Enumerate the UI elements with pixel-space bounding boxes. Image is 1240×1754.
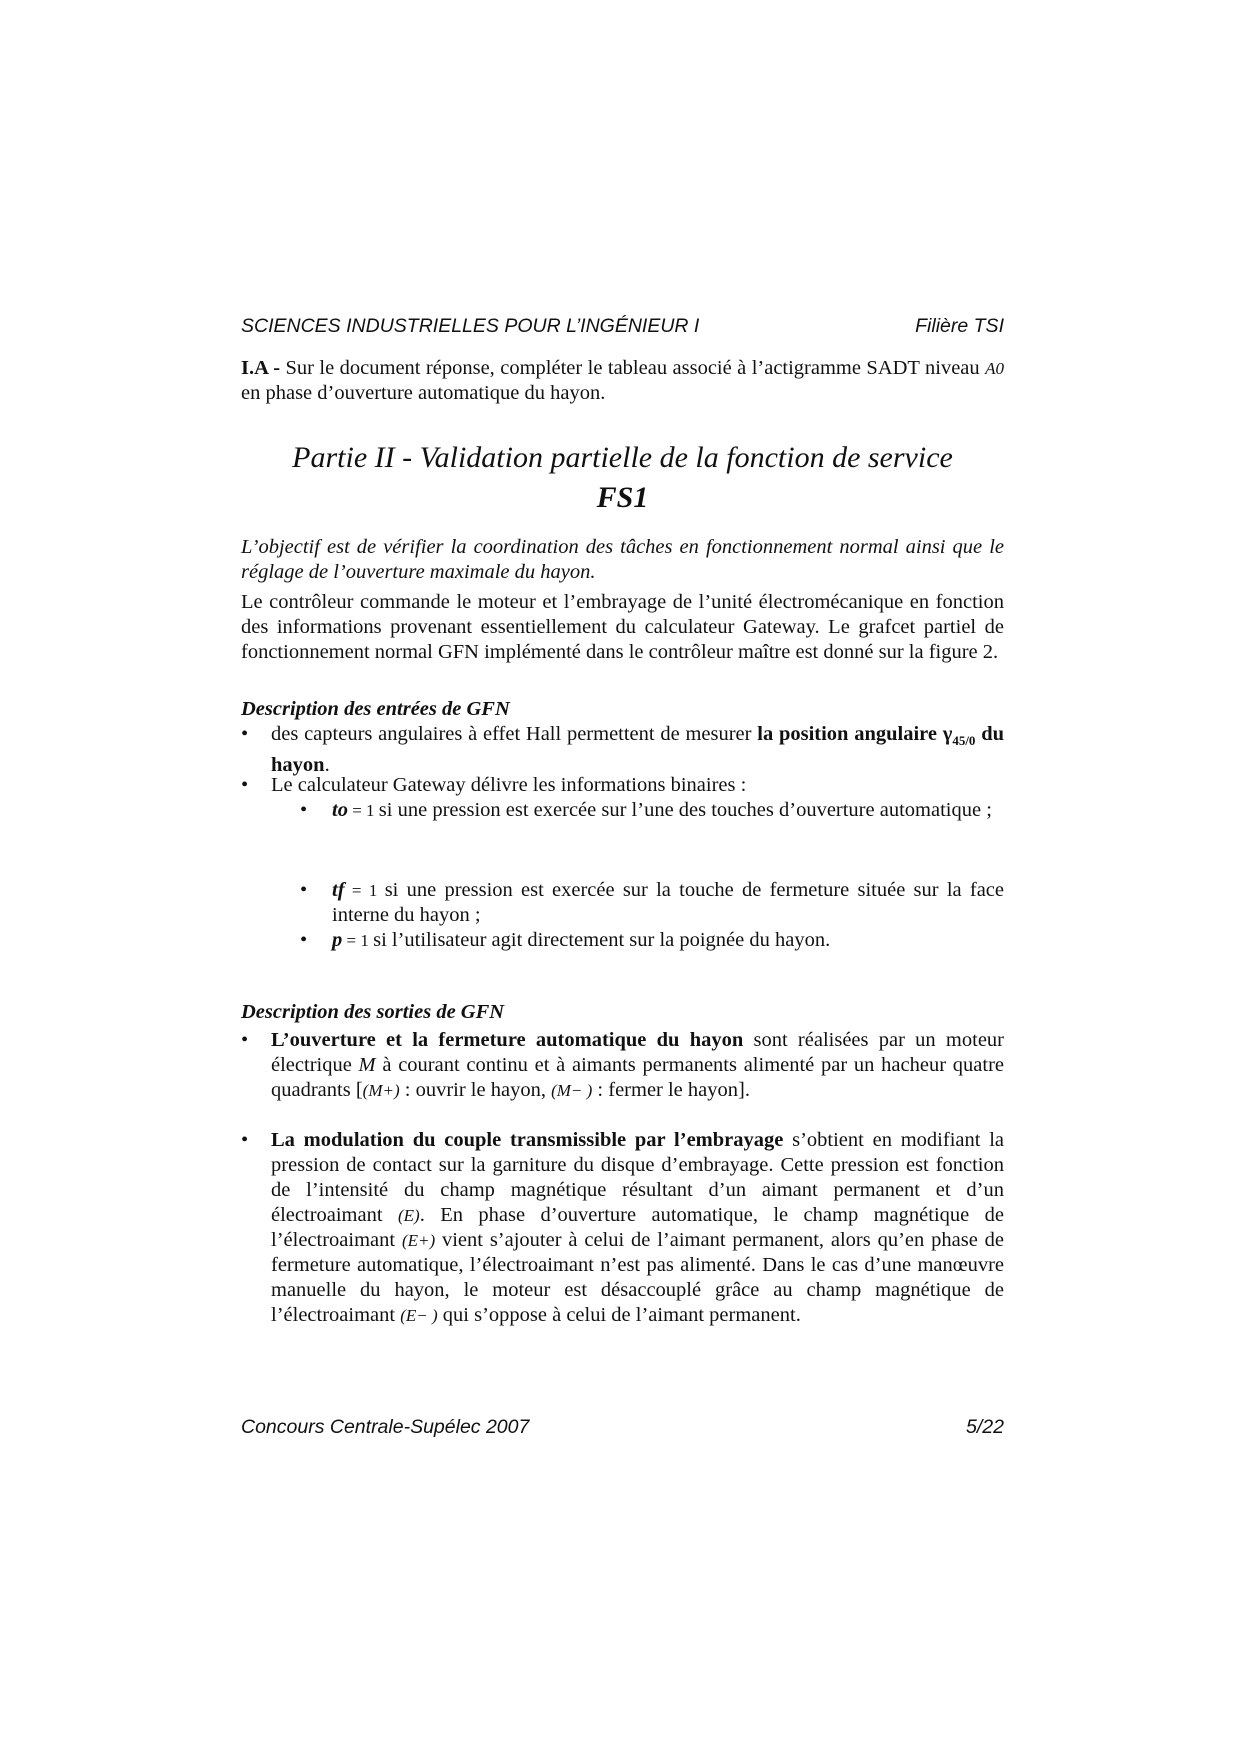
clutch-bold: La modulation du couple transmissible par l’embrayage: [271, 1129, 784, 1151]
footer-contest: Concours Centrale-Supélec 2007: [241, 1416, 530, 1438]
sensors-bold-end: du hayon: [271, 723, 1004, 777]
var-p: p: [332, 929, 343, 951]
header-subject: SCIENCES INDUSTRIELLES POUR L’INGÉNIEUR I: [241, 315, 700, 337]
bullet-icon: •: [241, 1029, 249, 1051]
clutch-text: [271, 1128, 1004, 1328]
bullet-icon: •: [300, 879, 308, 901]
question-label: I.A -: [241, 357, 281, 379]
tf-text: [332, 878, 1004, 928]
motor-mminus: (M− ): [551, 1081, 593, 1100]
page-footer: [241, 1416, 1004, 1439]
to-text: [332, 798, 1004, 823]
clutch-text3: vient s’ajouter à celui de l’aimant permanent, alors qu’en phase de fermeture automatique, l’électroaimant n’est pas alimenté. Dans le cas d’une manœuvre manuelle du hayon, le moteur est désaccouplé grâce au champ magnétique de l’électroaimant: [271, 1229, 1004, 1326]
sensors-text: des capteurs angulaires à effet Hall permettent de mesurer: [271, 723, 758, 745]
clutch-text4: qui s’oppose à celui de l’aimant permanent.: [437, 1304, 801, 1326]
clutch-eminus: (E− ): [400, 1306, 438, 1325]
bullet-icon: •: [300, 799, 308, 821]
eq-p: = 1: [342, 931, 374, 950]
eq-to: = 1: [347, 801, 379, 820]
bullet-icon: •: [300, 929, 308, 951]
bullet-icon: •: [241, 1129, 249, 1151]
question-var: A0: [985, 359, 1004, 378]
tf-description: si une pression est exercée sur la touche de fermeture située sur la face interne du hayon ;: [332, 879, 1004, 926]
motor-mplus: (M+): [362, 1081, 400, 1100]
part-title-line1: Partie II - Validation partielle de la fonction de service: [292, 441, 953, 474]
bullet-icon: •: [241, 774, 249, 796]
clutch-e: (E): [397, 1206, 420, 1225]
clutch-text1: s’obtient en modifiant la pression de contact sur la garniture du disque d’embrayage. Cette pression est fonction de l’intensité du champ magnétique résultant d’un aimant permanent et d’un électroaimant: [271, 1129, 1004, 1226]
question-text-before: Sur le document réponse, compléter le tableau associé à l’actigramme SADT niveau: [280, 357, 986, 379]
motor-text4: : fermer le hayon].: [592, 1079, 750, 1101]
objective: L’objectif est de vérifier la coordination des tâches en fonctionnement normal ainsi que le réglage de l’ouverture maximale du hayon.: [241, 536, 1004, 583]
motor-text: [271, 1028, 1004, 1103]
var-tf: tf: [332, 879, 345, 901]
part-title-line2: FS1: [596, 481, 649, 514]
sensors-bold: la position angulaire γ: [757, 723, 953, 745]
sensors-period: .: [324, 754, 330, 777]
header-track: Filière TSI: [915, 315, 1004, 337]
clutch-eplus: (E+): [401, 1231, 436, 1250]
outputs-heading: Description des sorties de GFN: [241, 1001, 505, 1023]
motor-text1: sont réalisées par un moteur électrique: [271, 1029, 1004, 1076]
bullet-icon: •: [241, 723, 249, 745]
to-description: si une pression est exercée sur l’une des touches d’ouverture automatique ;: [378, 799, 992, 821]
var-to: to: [332, 799, 348, 821]
motor-m: M: [358, 1054, 376, 1076]
page-header: [241, 315, 1004, 338]
clutch-text2: . En phase d’ouverture automatique, le champ magnétique de l’électroaimant: [271, 1204, 1004, 1251]
p-text: [332, 928, 1004, 953]
motor-text3: : ouvrir le hayon,: [399, 1079, 552, 1101]
page-number: 5/22: [966, 1416, 1004, 1438]
inputs-heading: Description des entrées de GFN: [241, 698, 510, 720]
part-title: [241, 438, 1004, 518]
input-bullet-sensors-text: [271, 722, 1004, 778]
motor-bold: L’ouverture et la fermeture automatique du hayon: [271, 1029, 744, 1051]
motor-text2: à courant continu et à aimants permanents alimenté par un hacheur quatre quadrants [: [271, 1054, 1004, 1101]
intro-paragraph: Le contrôleur commande le moteur et l’embrayage de l’unité électromécanique en fonction des informations provenant essentiellement du calculateur Gateway. Le grafcet partiel de fonctionnement normal GFN implémenté dans le contrôleur maître est donné sur la figure 2.: [241, 591, 1004, 663]
question-text-after: en phase d’ouverture automatique du hayon.: [241, 382, 606, 404]
sensors-subscript: 45/0: [952, 733, 976, 749]
eq-tf: = 1: [344, 881, 385, 900]
gateway-text: Le calculateur Gateway délivre les informations binaires :: [271, 774, 747, 796]
page: [241, 0, 1004, 1754]
p-description: si l’utilisateur agit directement sur la poignée du hayon.: [373, 929, 831, 951]
question-ia: [241, 356, 1004, 406]
